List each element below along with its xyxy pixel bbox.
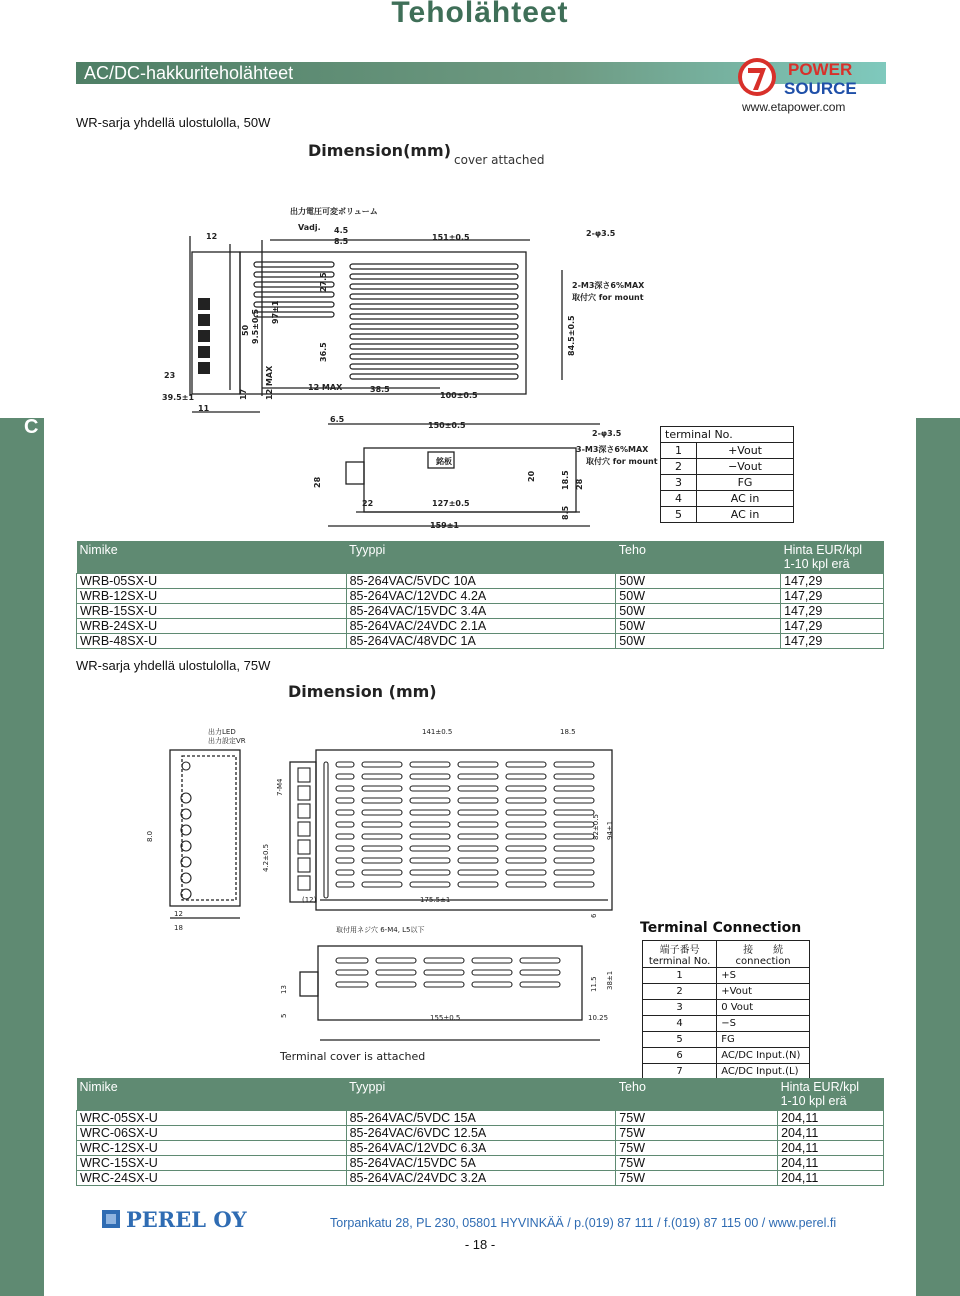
label-155: 155±0.5 bbox=[430, 1014, 461, 1022]
terminal-row: 4 AC in bbox=[661, 491, 794, 507]
terminal-table-75w bbox=[642, 940, 810, 1080]
table-row: WRB-15SX-U 85-264VAC/15VDC 3.4A 50W 147,29 bbox=[77, 604, 884, 619]
header-hinta: Hinta EUR/kpl 1-10 kpl erä bbox=[781, 541, 884, 574]
label-8-0: 8.0 bbox=[146, 830, 154, 842]
label-vadj-jp: 出力電圧可変ボリューム bbox=[290, 207, 378, 216]
section-title: AC/DC-hakkuriteholähteet bbox=[84, 63, 294, 83]
header-tyyppi: Tyyppi bbox=[349, 543, 386, 557]
label-12-75: 12 bbox=[174, 910, 183, 918]
page-title: Teholähteet bbox=[391, 0, 569, 29]
side-bar-left bbox=[0, 418, 44, 1296]
terminal-row: 2 −Vout bbox=[661, 459, 794, 475]
price-table-50w bbox=[76, 541, 884, 649]
price-table-header bbox=[77, 541, 884, 574]
label-10-25: 10.25 bbox=[588, 1014, 609, 1022]
label-7m4: 7-M4 bbox=[276, 778, 284, 796]
label-6-5: 6.5 bbox=[330, 415, 345, 424]
terminal-row: 3 FG bbox=[661, 475, 794, 491]
table-row: WRC-05SX-U 85-264VAC/5VDC 15A 75W 204,11 bbox=[77, 1111, 884, 1126]
terminal-head-col1: 端子番号 terminal No. bbox=[643, 941, 717, 968]
label-12max: 12 MAX bbox=[308, 383, 343, 392]
terminal-row: 5 AC in bbox=[661, 507, 794, 523]
label-150: 150±0.5 bbox=[428, 421, 466, 430]
label-15-5: 23 bbox=[164, 371, 176, 380]
header-teho: Teho bbox=[618, 543, 646, 557]
label-151: 151±0.5 bbox=[432, 233, 470, 242]
table-row: WRC-06SX-U 85-264VAC/6VDC 12.5A 75W 204,11 bbox=[77, 1126, 884, 1141]
label-4-5: 4.5 bbox=[334, 226, 349, 235]
label-38: 38±1 bbox=[606, 970, 614, 990]
series-75w-caption: WR-sarja yhdellä ulostulolla, 75W bbox=[76, 658, 271, 673]
table-row: WRC-24SX-U 85-264VAC/24VDC 3.2A 75W 204,11 bbox=[77, 1171, 884, 1186]
footer-contact[interactable]: Torpankatu 28, PL 230, 05801 HYVINKÄÄ / p.(019) 87 111 / f.(019) 87 115 00 / www.perel.fi bbox=[330, 1216, 837, 1230]
terminal-row: 1 +Vout bbox=[661, 443, 794, 459]
brand-url[interactable]: www.etapower.com bbox=[742, 100, 846, 114]
power-source-logo bbox=[736, 56, 886, 100]
label-vr: 出力設定VR bbox=[208, 737, 246, 745]
table-row: WRC-15SX-U 85-264VAC/15VDC 5A 75W 204,11 bbox=[77, 1156, 884, 1171]
terminal-row: 7 AC/DC Input.(L) bbox=[643, 1064, 810, 1080]
label-18-75: 18 bbox=[174, 924, 183, 932]
dimension-drawing-50w bbox=[150, 200, 660, 530]
label-28-b: 28 bbox=[575, 478, 584, 490]
header-nimike: Nimike bbox=[79, 543, 118, 557]
label-27-5: 27.5 bbox=[319, 272, 328, 292]
header-teho: Teho bbox=[618, 1080, 646, 1094]
table-row: WRC-12SX-U 85-264VAC/12VDC 6.3A 75W 204,11 bbox=[77, 1141, 884, 1156]
terminal-header-50w: terminal No. bbox=[661, 427, 794, 443]
price-table-75w bbox=[76, 1078, 884, 1186]
label-23: 39.5±1 bbox=[162, 393, 195, 402]
label-8-5-b: 8.5 bbox=[561, 505, 570, 520]
label-mount: 取付穴 for mount bbox=[572, 293, 644, 302]
terminal-row: 1 +S bbox=[643, 968, 810, 984]
label-2phi35-b: 2-φ3.5 bbox=[592, 429, 622, 438]
header-hinta-sub: 1-10 kpl erä bbox=[780, 1094, 847, 1108]
cover-note: Terminal cover is attached bbox=[280, 1050, 426, 1063]
terminal-row: 2 +Vout bbox=[643, 984, 810, 1000]
dimension-title-50w: Dimension(mm) bbox=[308, 141, 452, 160]
label-17: 12 MAX bbox=[265, 365, 274, 400]
label-11: 17 bbox=[239, 388, 248, 400]
label-nameplate: 銘板 bbox=[436, 457, 452, 466]
label-m3: 2-M3深さ6%MAX bbox=[572, 281, 645, 290]
price-table-header bbox=[77, 1078, 884, 1111]
label-100: 100±0.5 bbox=[440, 391, 478, 400]
table-row: WRB-12SX-U 85-264VAC/12VDC 4.2A 50W 147,29 bbox=[77, 589, 884, 604]
label-4-2: 4.2±0.5 bbox=[262, 843, 270, 872]
label-20: 20 bbox=[527, 470, 536, 482]
label-6-75: 6 bbox=[590, 913, 598, 918]
terminal-table-50w bbox=[660, 426, 794, 523]
side-tab-letter: C bbox=[24, 416, 39, 438]
terminal-row: 3 0 Vout bbox=[643, 1000, 810, 1016]
side-bar-right bbox=[916, 418, 960, 1296]
label-5-75: 5 bbox=[280, 1013, 288, 1018]
terminal-row: 5 FG bbox=[643, 1032, 810, 1048]
label-84-5: 84.5±0.5 bbox=[567, 315, 576, 356]
brand-line1: POWER bbox=[788, 60, 853, 79]
perel-logo bbox=[100, 1204, 266, 1234]
label-11-5: 11.5 bbox=[590, 976, 598, 992]
page-number: - 18 - bbox=[464, 1237, 496, 1252]
dimension-title-75w: Dimension (mm) bbox=[288, 682, 437, 701]
terminal-row: 4 −S bbox=[643, 1016, 810, 1032]
label-97: 97±1 bbox=[271, 300, 280, 324]
label-18-5: 18.5 bbox=[561, 470, 570, 490]
terminal-head-col2: 接 続 connection bbox=[717, 941, 810, 968]
terminal-connection-title: Terminal Connection bbox=[640, 920, 802, 936]
label-50: 50 bbox=[241, 324, 250, 336]
label-8-5: 8.5 bbox=[334, 237, 349, 246]
label-13-75: 13 bbox=[280, 985, 288, 994]
label-m3-b: 3-M3深さ6%MAX bbox=[576, 445, 649, 454]
label-screw: 取付用ネジ穴 6-M4, L5以下 bbox=[336, 926, 425, 934]
table-row: WRB-24SX-U 85-264VAC/24VDC 2.1A 50W 147,29 bbox=[77, 619, 884, 634]
series-50w-caption: WR-sarja yhdellä ulostulolla, 50W bbox=[76, 115, 271, 130]
header-hinta-sub: 1-10 kpl erä bbox=[783, 557, 850, 571]
label-mount-b: 取付穴 for mount bbox=[586, 457, 658, 466]
label-9-5: 9.5±0.5 bbox=[251, 308, 260, 344]
label-141: 141±0.5 bbox=[422, 728, 453, 736]
label-36-5: 36.5 bbox=[319, 342, 328, 362]
header-tyyppi: Tyyppi bbox=[349, 1080, 386, 1094]
dimension-subtitle-50w: cover attached bbox=[454, 153, 545, 167]
label-18-5-75: 18.5 bbox=[560, 728, 576, 736]
label-39-5: 11 bbox=[198, 404, 210, 413]
perel-logo-text: PEREL OY bbox=[126, 1207, 247, 1232]
table-row: WRB-48SX-U 85-264VAC/48VDC 1A 50W 147,29 bbox=[77, 634, 884, 649]
label-vadj: Vadj. bbox=[298, 223, 321, 232]
label-127: 127±0.5 bbox=[432, 499, 470, 508]
label-12: 12 bbox=[206, 232, 218, 241]
header-nimike: Nimike bbox=[79, 1080, 118, 1094]
header-hinta: Hinta EUR/kpl 1-10 kpl erä bbox=[778, 1078, 884, 1111]
dimension-drawing-75w bbox=[140, 722, 640, 1067]
label-2phi35: 2-φ3.5 bbox=[586, 229, 616, 238]
brand-line2: SOURCE bbox=[784, 79, 857, 98]
label-12-paren: (12) bbox=[302, 896, 317, 904]
label-175-5: 175.5±1 bbox=[420, 896, 451, 904]
label-22: 22 bbox=[362, 499, 374, 508]
label-led: 出力LED bbox=[208, 728, 236, 736]
label-28: 28 bbox=[313, 476, 322, 488]
label-94: 94±1 bbox=[606, 820, 614, 840]
label-82: 82±0.5 bbox=[592, 814, 600, 840]
label-159: 159±1 bbox=[430, 521, 459, 530]
terminal-row: 6 AC/DC Input.(N) bbox=[643, 1048, 810, 1064]
label-38-5: 38.5 bbox=[370, 385, 390, 394]
table-row: WRB-05SX-U 85-264VAC/5VDC 10A 50W 147,29 bbox=[77, 574, 884, 589]
